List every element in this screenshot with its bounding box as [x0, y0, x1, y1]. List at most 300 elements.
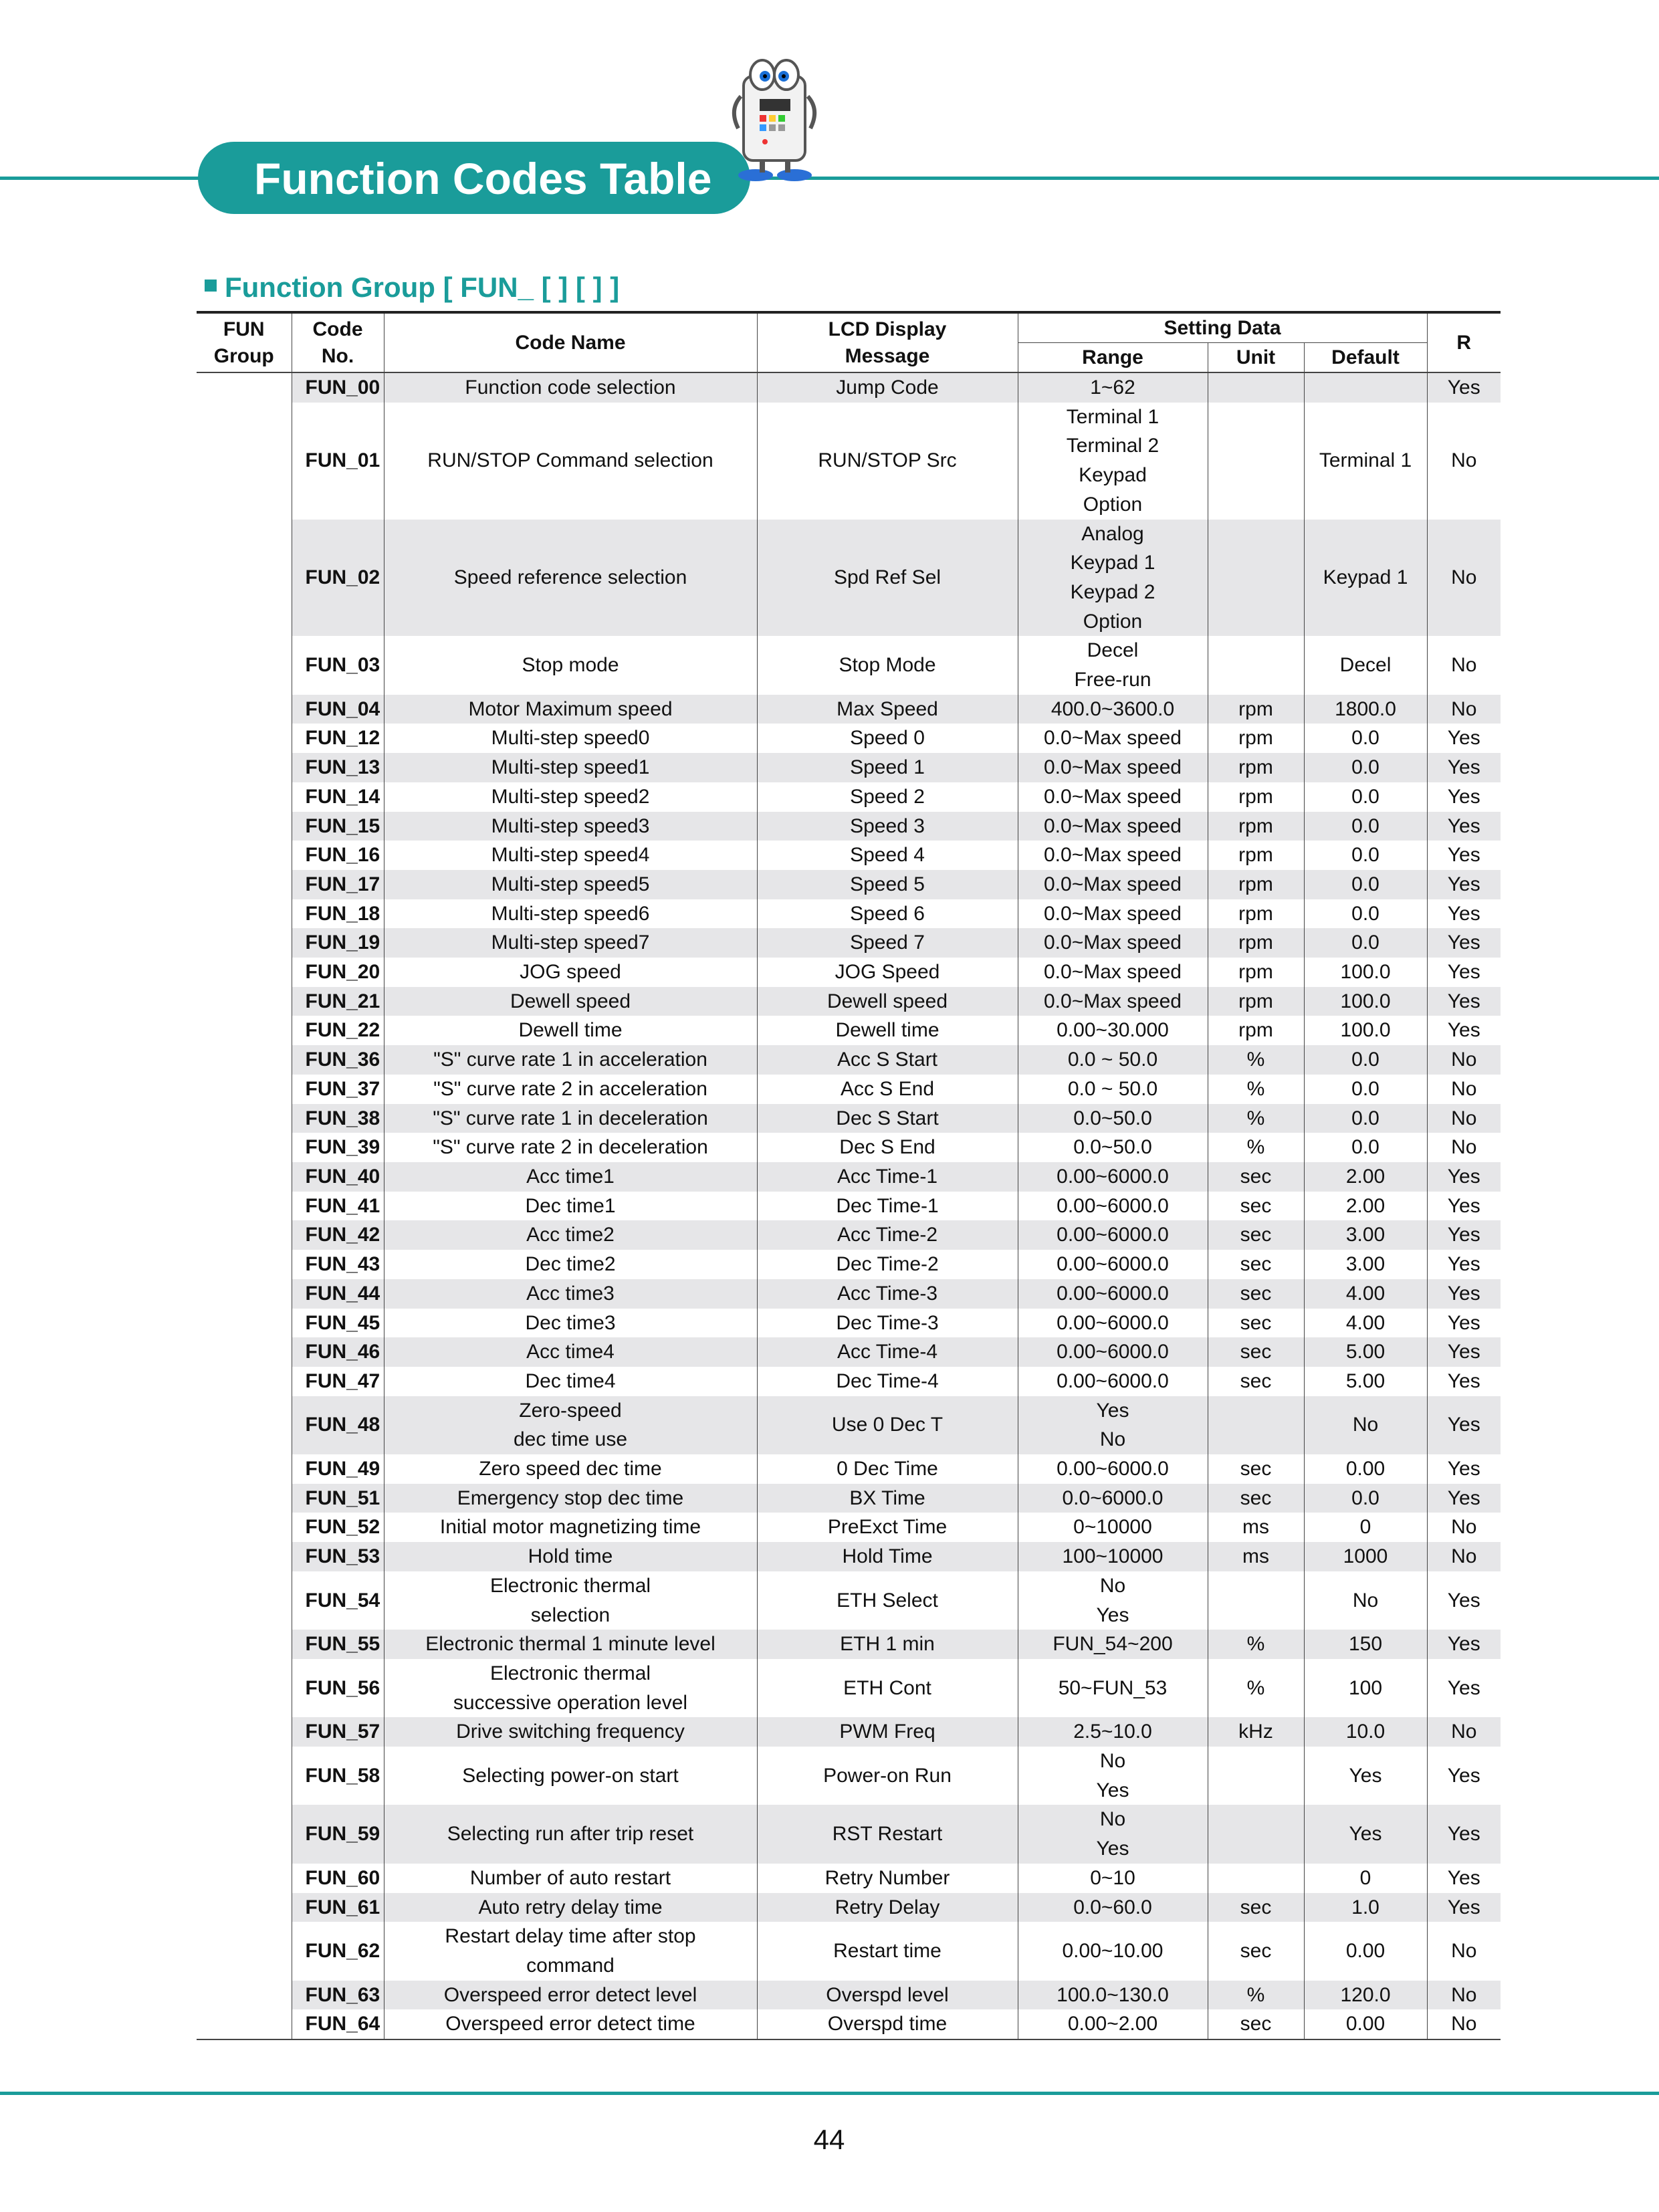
r-cell: Yes [1427, 812, 1501, 841]
code-name-cell-line: Multi-step speed0 [491, 727, 650, 750]
table-row [197, 1250, 1501, 1279]
range-cell [1018, 1250, 1208, 1279]
code-name-cell [384, 1192, 757, 1221]
range-cell-line: 0~10000 [1073, 1516, 1152, 1539]
default-cell: 0.00 [1304, 1922, 1427, 1980]
code-name-cell-line: Restart delay time after stop [445, 1925, 696, 1948]
table-row [197, 1396, 1501, 1454]
fun-group-cell [197, 1454, 292, 1484]
code-name-cell-line: JOG speed [520, 961, 621, 984]
code-name-cell-line: Overspeed error detect level [443, 1983, 697, 2006]
range-cell-line: No [1099, 1428, 1126, 1451]
range-cell-line: 0.0~Max speed [1044, 844, 1182, 867]
code-no-cell: FUN_51 [292, 1484, 384, 1513]
fun-group-cell [197, 1805, 292, 1863]
r-cell: Yes [1427, 1454, 1501, 1484]
r-cell: Yes [1427, 1279, 1501, 1309]
fun-group-cell [197, 1542, 292, 1571]
code-name-cell-line: selection [530, 1603, 611, 1626]
r-cell: Yes [1427, 1162, 1501, 1192]
code-name-cell [384, 1162, 757, 1192]
code-name-cell [384, 636, 757, 694]
r-cell: No [1427, 1133, 1501, 1162]
default-cell: 0.0 [1304, 870, 1427, 899]
range-cell [1018, 1659, 1208, 1717]
default-cell: 100.0 [1304, 958, 1427, 987]
lcd-message-cell: Stop Mode [757, 636, 1018, 694]
range-cell [1018, 987, 1208, 1016]
unit-cell: rpm [1208, 928, 1304, 958]
code-no-cell: FUN_61 [292, 1893, 384, 1922]
fun-group-cell [197, 1075, 292, 1104]
table-row [197, 987, 1501, 1016]
default-cell: 0.00 [1304, 1454, 1427, 1484]
fun-group-cell [197, 1016, 292, 1045]
code-name-cell [384, 1893, 757, 1922]
table-row [197, 372, 1501, 403]
range-cell [1018, 782, 1208, 812]
default-cell: 0.0 [1304, 812, 1427, 841]
range-cell-line: 0.00~6000.0 [1057, 1194, 1169, 1217]
r-cell: No [1427, 520, 1501, 637]
range-cell-line: 0.00~6000.0 [1057, 1369, 1169, 1392]
range-cell [1018, 1045, 1208, 1075]
unit-cell: % [1208, 1630, 1304, 1659]
default-cell: 10.0 [1304, 1717, 1427, 1747]
r-cell: Yes [1427, 928, 1501, 958]
code-name-cell-line: Initial motor magnetizing time [439, 1516, 701, 1539]
fun-group-cell [197, 987, 292, 1016]
range-cell-line: Keypad 2 [1070, 580, 1155, 603]
default-cell: 2.00 [1304, 1162, 1427, 1192]
code-no-cell: FUN_39 [292, 1133, 384, 1162]
fun-group-cell [197, 1396, 292, 1454]
section-heading-text: Function Group [ FUN_ [ ] [ ] ] [225, 271, 620, 303]
table-row [197, 958, 1501, 987]
r-cell: No [1427, 1513, 1501, 1542]
r-cell: Yes [1427, 1220, 1501, 1250]
lcd-message-cell: Spd Ref Sel [757, 520, 1018, 637]
lcd-message-cell: Retry Number [757, 1864, 1018, 1893]
r-cell: Yes [1427, 1016, 1501, 1045]
lcd-message-cell: Dec S End [757, 1133, 1018, 1162]
r-cell: Yes [1427, 372, 1501, 403]
code-name-cell [384, 1659, 757, 1717]
range-cell-line: 0.00~30.000 [1057, 1019, 1169, 1042]
r-cell: Yes [1427, 782, 1501, 812]
range-cell [1018, 928, 1208, 958]
fun-group-cell [197, 1747, 292, 1805]
range-cell-line: Yes [1096, 1399, 1129, 1422]
code-name-cell-line: successive operation level [453, 1691, 688, 1714]
lcd-message-cell: RST Restart [757, 1805, 1018, 1863]
lcd-message-cell: Dec Time-2 [757, 1250, 1018, 1279]
unit-cell: rpm [1208, 1016, 1304, 1045]
fun-group-cell [197, 841, 292, 870]
table-row [197, 636, 1501, 694]
range-cell [1018, 695, 1208, 724]
table-row [197, 520, 1501, 637]
default-cell: 2.00 [1304, 1192, 1427, 1221]
inverter-mascot-icon [721, 56, 828, 183]
range-cell [1018, 1893, 1208, 1922]
range-cell-line: 0~10 [1090, 1866, 1135, 1889]
range-cell-line: 0.0~50.0 [1073, 1136, 1152, 1159]
lcd-message-cell: Speed 5 [757, 870, 1018, 899]
range-cell [1018, 958, 1208, 987]
code-name-cell [384, 1864, 757, 1893]
r-cell: No [1427, 695, 1501, 724]
table-row [197, 841, 1501, 870]
range-cell-line: Yes [1096, 1603, 1129, 1626]
lcd-message-cell: Overspd level [757, 1981, 1018, 2010]
code-no-cell: FUN_54 [292, 1571, 384, 1630]
fun-group-cell [197, 1981, 292, 2010]
code-name-cell [384, 870, 757, 899]
lcd-message-cell: Dewell speed [757, 987, 1018, 1016]
range-cell-line: 50~FUN_53 [1058, 1676, 1168, 1699]
table-row [197, 753, 1501, 782]
range-cell [1018, 1192, 1208, 1221]
unit-cell [1208, 1864, 1304, 1893]
range-cell-line: 0.0~Max speed [1044, 902, 1182, 925]
default-cell: 1800.0 [1304, 695, 1427, 724]
range-cell [1018, 1747, 1208, 1805]
code-name-cell-line: Selecting power-on start [462, 1764, 679, 1787]
fun-group-cell [197, 1893, 292, 1922]
default-cell: 0.00 [1304, 2009, 1427, 2039]
range-cell-line: No [1099, 1574, 1126, 1597]
code-name-cell [384, 1542, 757, 1571]
code-name-cell-line: Emergency stop dec time [457, 1486, 684, 1509]
lcd-message-cell: ETH Cont [757, 1659, 1018, 1717]
default-cell: 0.0 [1304, 1045, 1427, 1075]
code-no-cell: FUN_49 [292, 1454, 384, 1484]
code-name-cell [384, 1981, 757, 2010]
lcd-message-cell: Acc Time-1 [757, 1162, 1018, 1192]
lcd-message-cell: Dec Time-4 [757, 1367, 1018, 1396]
unit-cell: sec [1208, 1220, 1304, 1250]
code-no-cell: FUN_16 [292, 841, 384, 870]
code-no-cell: FUN_20 [292, 958, 384, 987]
code-name-cell-line: Function code selection [465, 376, 676, 399]
table-row [197, 1805, 1501, 1863]
r-cell: Yes [1427, 1571, 1501, 1630]
range-cell [1018, 1279, 1208, 1309]
lcd-message-cell: Use 0 Dec T [757, 1396, 1018, 1454]
default-cell: 5.00 [1304, 1367, 1427, 1396]
code-name-cell [384, 1922, 757, 1980]
code-no-cell: FUN_18 [292, 899, 384, 929]
range-cell-line: 0.00~6000.0 [1057, 1282, 1169, 1305]
unit-cell: sec [1208, 1192, 1304, 1221]
lcd-message-cell: Max Speed [757, 695, 1018, 724]
code-name-cell-line: Number of auto restart [469, 1866, 671, 1889]
lcd-message-cell: Acc Time-2 [757, 1220, 1018, 1250]
code-name-cell-line: Dec time2 [525, 1253, 616, 1276]
r-cell: No [1427, 636, 1501, 694]
fun-group-cell [197, 1220, 292, 1250]
col-header-code-name: Code Name [384, 312, 757, 372]
r-cell: Yes [1427, 1630, 1501, 1659]
table-row [197, 1075, 1501, 1104]
code-name-cell-line: Electronic thermal [489, 1662, 651, 1684]
range-cell [1018, 1864, 1208, 1893]
table-row [197, 1279, 1501, 1309]
code-no-cell: FUN_62 [292, 1922, 384, 1980]
r-cell: Yes [1427, 1250, 1501, 1279]
code-name-cell-line: Acc time1 [526, 1165, 615, 1188]
unit-cell: % [1208, 1133, 1304, 1162]
range-cell [1018, 520, 1208, 637]
table-row [197, 1337, 1501, 1367]
code-no-cell: FUN_44 [292, 1279, 384, 1309]
table-row [197, 1367, 1501, 1396]
range-cell [1018, 1104, 1208, 1133]
range-cell [1018, 1075, 1208, 1104]
r-cell: Yes [1427, 1367, 1501, 1396]
range-cell-line: 0.00~10.00 [1062, 1940, 1164, 1963]
code-name-cell-line: Motor Maximum speed [468, 697, 673, 720]
lcd-message-cell: Dec Time-1 [757, 1192, 1018, 1221]
r-cell: No [1427, 1717, 1501, 1747]
code-name-cell-line: Multi-step speed7 [491, 931, 650, 954]
code-name-cell-line: Electronic thermal [489, 1574, 651, 1597]
default-cell: 100 [1304, 1659, 1427, 1717]
code-name-cell [384, 1279, 757, 1309]
code-name-cell [384, 1367, 757, 1396]
table-row [197, 1747, 1501, 1805]
default-cell: 1.0 [1304, 1893, 1427, 1922]
range-cell-line: 0.0~Max speed [1044, 873, 1182, 895]
unit-cell [1208, 1571, 1304, 1630]
default-cell: No [1304, 1571, 1427, 1630]
fun-group-cell [197, 1309, 292, 1338]
code-no-cell: FUN_41 [292, 1192, 384, 1221]
lcd-message-cell: Speed 4 [757, 841, 1018, 870]
range-cell-line: 0.0~Max speed [1044, 814, 1182, 837]
unit-cell [1208, 520, 1304, 637]
fun-group-cell [197, 958, 292, 987]
code-name-cell-line: Multi-step speed6 [491, 902, 650, 925]
table-row [197, 1922, 1501, 1980]
fun-group-cell [197, 899, 292, 929]
col-header-default: Default [1304, 343, 1427, 373]
code-name-cell [384, 987, 757, 1016]
range-cell-line: 400.0~3600.0 [1050, 697, 1175, 720]
section-heading [205, 267, 619, 308]
lcd-message-cell: PreExct Time [757, 1513, 1018, 1542]
range-cell [1018, 812, 1208, 841]
lcd-message-cell: Power-on Run [757, 1747, 1018, 1805]
fun-group-cell [197, 372, 292, 403]
fun-group-cell [197, 1922, 292, 1980]
unit-cell: rpm [1208, 870, 1304, 899]
range-cell-line: Terminal 2 [1066, 435, 1159, 457]
fun-group-cell [197, 403, 292, 520]
lcd-message-cell: JOG Speed [757, 958, 1018, 987]
code-name-cell-line: Overspeed error detect time [445, 2013, 695, 2035]
code-name-cell [384, 1220, 757, 1250]
col-header-code-no: Code No. [292, 312, 384, 372]
code-no-cell: FUN_59 [292, 1805, 384, 1863]
r-cell: Yes [1427, 1192, 1501, 1221]
range-cell-line: No [1099, 1750, 1126, 1773]
code-no-cell: FUN_43 [292, 1250, 384, 1279]
code-name-cell [384, 1075, 757, 1104]
code-name-cell [384, 724, 757, 753]
page-title: Function Codes Table [254, 154, 712, 203]
table-body [197, 372, 1501, 2039]
lcd-message-cell: Dec S Start [757, 1104, 1018, 1133]
code-no-cell: FUN_22 [292, 1016, 384, 1045]
r-cell: Yes [1427, 1484, 1501, 1513]
range-cell-line: 0.00~6000.0 [1057, 1253, 1169, 1276]
table-row [197, 1542, 1501, 1571]
lcd-message-cell: Dec Time-3 [757, 1309, 1018, 1338]
code-name-cell [384, 841, 757, 870]
unit-cell: sec [1208, 1162, 1304, 1192]
range-cell-line: 0.0~Max speed [1044, 756, 1182, 779]
range-cell-line: 0.0~Max speed [1044, 727, 1182, 750]
code-name-cell [384, 1454, 757, 1484]
code-name-cell-line: Drive switching frequency [456, 1721, 685, 1743]
r-cell: Yes [1427, 841, 1501, 870]
code-name-cell-line: Zero-speed [519, 1399, 622, 1422]
table-row [197, 1484, 1501, 1513]
range-cell [1018, 636, 1208, 694]
unit-cell: rpm [1208, 899, 1304, 929]
code-name-cell [384, 753, 757, 782]
code-no-cell: FUN_12 [292, 724, 384, 753]
code-name-cell [384, 403, 757, 520]
code-no-cell: FUN_40 [292, 1162, 384, 1192]
unit-cell: % [1208, 1045, 1304, 1075]
range-cell [1018, 1016, 1208, 1045]
table-row [197, 1630, 1501, 1659]
code-name-cell [384, 1250, 757, 1279]
code-name-cell [384, 782, 757, 812]
code-no-cell: FUN_63 [292, 1981, 384, 2010]
lcd-message-cell: Jump Code [757, 372, 1018, 403]
range-cell [1018, 724, 1208, 753]
unit-cell: sec [1208, 2009, 1304, 2039]
default-cell: Yes [1304, 1805, 1427, 1863]
code-name-cell-line: Dec time1 [525, 1194, 616, 1217]
col-header-range: Range [1018, 343, 1208, 373]
table-row [197, 1220, 1501, 1250]
table-row [197, 1309, 1501, 1338]
unit-cell [1208, 372, 1304, 403]
code-no-cell: FUN_02 [292, 520, 384, 637]
code-name-cell-line: Dewell time [518, 1019, 623, 1042]
unit-cell: sec [1208, 1250, 1304, 1279]
lcd-message-cell: Retry Delay [757, 1893, 1018, 1922]
code-name-cell-line: Multi-step speed5 [491, 873, 650, 895]
code-no-cell: FUN_15 [292, 812, 384, 841]
default-cell: 0 [1304, 1864, 1427, 1893]
range-cell-line: No [1099, 1808, 1126, 1831]
range-cell-line: FUN_54~200 [1053, 1633, 1173, 1656]
code-name-cell [384, 1337, 757, 1367]
range-cell [1018, 1309, 1208, 1338]
r-cell: Yes [1427, 1893, 1501, 1922]
lcd-message-cell: Speed 2 [757, 782, 1018, 812]
range-cell [1018, 1571, 1208, 1630]
table-row [197, 1192, 1501, 1221]
code-no-cell: FUN_47 [292, 1367, 384, 1396]
r-cell: Yes [1427, 753, 1501, 782]
default-cell: 120.0 [1304, 1981, 1427, 2010]
range-cell-line: Option [1083, 610, 1143, 633]
code-no-cell: FUN_37 [292, 1075, 384, 1104]
table-row [197, 1454, 1501, 1484]
default-cell: 0.0 [1304, 1484, 1427, 1513]
code-name-cell [384, 1309, 757, 1338]
range-cell [1018, 1337, 1208, 1367]
range-cell [1018, 753, 1208, 782]
code-no-cell: FUN_48 [292, 1396, 384, 1454]
fun-group-cell [197, 1484, 292, 1513]
code-no-cell: FUN_42 [292, 1220, 384, 1250]
r-cell: Yes [1427, 1309, 1501, 1338]
range-cell-line: Terminal 1 [1066, 405, 1159, 428]
range-cell [1018, 899, 1208, 929]
code-name-cell-line: Dewell speed [510, 990, 631, 1012]
r-cell: No [1427, 1922, 1501, 1980]
range-cell [1018, 1542, 1208, 1571]
default-cell: Yes [1304, 1747, 1427, 1805]
code-no-cell: FUN_56 [292, 1659, 384, 1717]
range-cell [1018, 2009, 1208, 2039]
unit-cell: % [1208, 1075, 1304, 1104]
code-name-cell-line: Multi-step speed2 [491, 785, 650, 808]
default-cell: 1000 [1304, 1542, 1427, 1571]
default-cell: 0.0 [1304, 1075, 1427, 1104]
lcd-message-cell: PWM Freq [757, 1717, 1018, 1747]
range-cell-line: 0.0~50.0 [1073, 1107, 1152, 1129]
function-codes-table [197, 311, 1501, 2040]
lcd-message-cell: 0 Dec Time [757, 1454, 1018, 1484]
code-no-cell: FUN_03 [292, 636, 384, 694]
fun-group-cell [197, 870, 292, 899]
col-header-lcd-display: LCD Display Message [757, 312, 1018, 372]
table-row [197, 1981, 1501, 2010]
table-row [197, 1717, 1501, 1747]
col-header-setting-data: Setting Data [1018, 312, 1427, 343]
lcd-message-cell: Speed 0 [757, 724, 1018, 753]
table-row [197, 782, 1501, 812]
fun-group-cell [197, 724, 292, 753]
range-cell-line: 0.0 ~ 50.0 [1067, 1048, 1158, 1071]
code-name-cell [384, 1805, 757, 1863]
fun-group-cell [197, 1192, 292, 1221]
r-cell: No [1427, 1075, 1501, 1104]
code-name-cell [384, 1484, 757, 1513]
lcd-message-cell: Acc S End [757, 1075, 1018, 1104]
code-no-cell: FUN_53 [292, 1542, 384, 1571]
unit-cell: rpm [1208, 812, 1304, 841]
range-cell-line: 0.00~2.00 [1067, 2013, 1158, 2035]
code-name-cell-line: Acc time3 [526, 1282, 615, 1305]
lcd-message-cell: Acc Time-3 [757, 1279, 1018, 1309]
unit-cell: sec [1208, 1367, 1304, 1396]
fun-group-cell [197, 1104, 292, 1133]
r-cell: No [1427, 1542, 1501, 1571]
code-no-cell: FUN_58 [292, 1747, 384, 1805]
code-no-cell: FUN_60 [292, 1864, 384, 1893]
code-name-cell [384, 1133, 757, 1162]
